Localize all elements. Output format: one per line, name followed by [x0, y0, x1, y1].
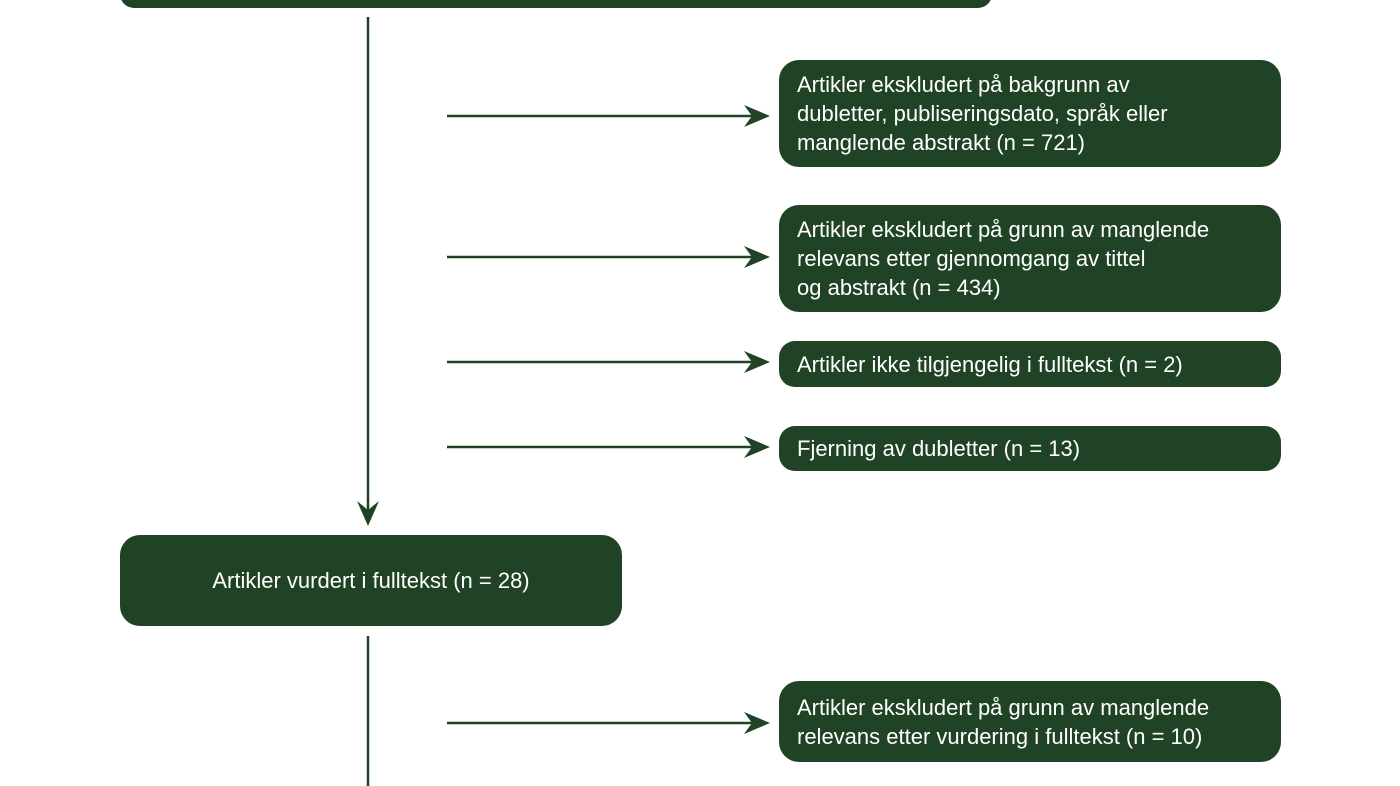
box-text-line: relevans etter vurdering i fulltekst (n = 10): [797, 723, 1203, 749]
box-text-line: Fjerning av dubletter (n = 13): [797, 436, 1081, 461]
box-text-line: relevans etter gjennomgang av tittel: [797, 246, 1146, 271]
fulltext-assessed-box: [120, 535, 622, 626]
box-text-line: Artikler ekskludert på grunn av manglende: [797, 217, 1210, 242]
box-text-line: manglende abstrakt (n = 721): [797, 130, 1086, 155]
box-text-line: og abstrakt (n = 434): [797, 275, 1001, 300]
box-text-line: dubletter, publiseringsdato, språk eller: [797, 101, 1168, 126]
exclusion-box-duplicate-removal: [779, 426, 1281, 471]
box-text-line: Artikler ekskludert på bakgrunn av: [797, 72, 1130, 97]
box-text-line: Artikler ikke tilgjengelig i fulltekst (n = 2): [797, 351, 1183, 377]
box-text-line: Artikler ekskludert på grunn av manglende: [797, 694, 1210, 720]
exclusion-box-title-abstract-relevance: [779, 205, 1281, 312]
exclusion-box-fulltext-relevance: [779, 681, 1281, 762]
box-text-line: Artikler vurdert i fulltekst (n = 28): [212, 568, 530, 593]
exclusion-box-not-available-fulltext: [779, 341, 1281, 387]
exclusion-box-duplicates-date-language: [779, 60, 1281, 167]
